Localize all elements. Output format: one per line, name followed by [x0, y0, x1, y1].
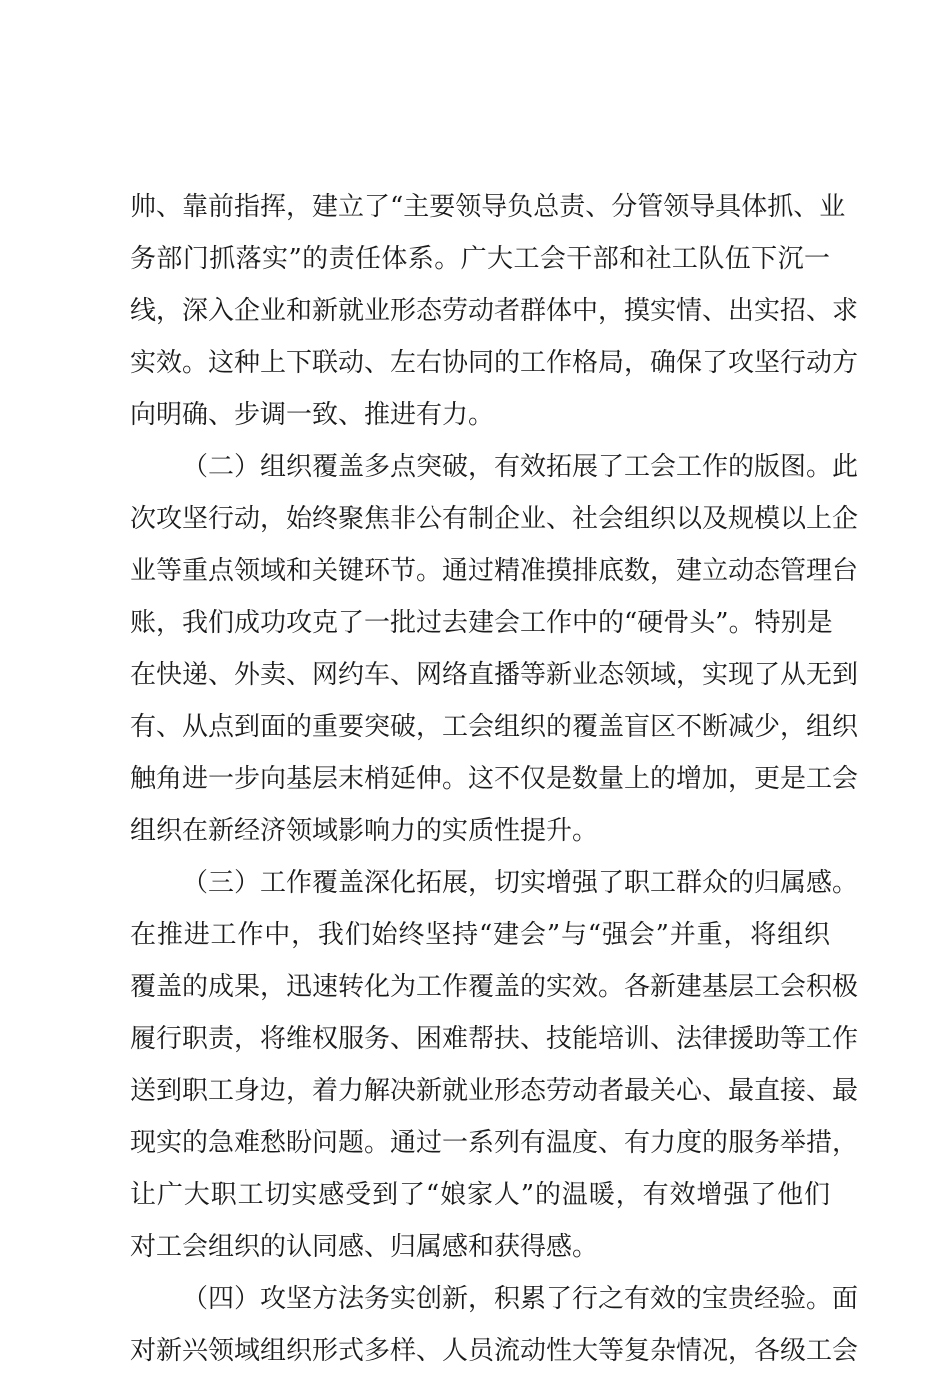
text-line: 帅、靠前指挥，建立了“主要领导负总责、分管领导具体抓、业	[130, 192, 846, 222]
text-line: 在推进工作中，我们始终坚持“建会”与“强会”并重，将组织	[130, 920, 830, 950]
text-line: 实效。这种上下联动、左右协同的工作格局，确保了攻坚行动方	[130, 348, 859, 378]
section-heading-line: （四）攻坚方法务实创新，积累了行之有效的宝贵经验。面	[182, 1284, 859, 1314]
text-line: 现实的急难愁盼问题。通过一系列有温度、有力度的服务举措，	[130, 1128, 859, 1158]
section-heading-line: （二）组织覆盖多点突破，有效拓展了工会工作的版图。此	[182, 452, 859, 482]
text-line: 次攻坚行动，始终聚焦非公有制企业、社会组织以及规模以上企	[130, 504, 859, 534]
text-line: 业等重点领域和关键环节。通过精准摸排底数，建立动态管理台	[130, 556, 859, 586]
text-line: 对工会组织的认同感、归属感和获得感。	[130, 1232, 599, 1262]
document-body	[130, 181, 859, 1377]
section-heading-line: （三）工作覆盖深化拓展，切实增强了职工群众的归属感。	[182, 868, 859, 898]
text-line: 让广大职工切实感受到了“娘家人”的温暖，有效增强了他们	[130, 1180, 830, 1210]
text-line: 向明确、步调一致、推进有力。	[130, 400, 495, 430]
text-line: 组织在新经济领域影响力的实质性提升。	[130, 816, 599, 846]
text-line: 送到职工身边，着力解决新就业形态劳动者最关心、最直接、最	[130, 1076, 859, 1106]
text-line: 线，深入企业和新就业形态劳动者群体中，摸实情、出实招、求	[130, 296, 859, 326]
text-line: 账，我们成功攻克了一批过去建会工作中的“硬骨头”。特别是	[130, 608, 833, 638]
text-line: 对新兴领域组织形式多样、人员流动性大等复杂情况，各级工会	[130, 1336, 859, 1366]
text-line: 有、从点到面的重要突破，工会组织的覆盖盲区不断减少，组织	[130, 712, 859, 742]
text-line: 履行职责，将维权服务、困难帮扶、技能培训、法律援助等工作	[130, 1024, 859, 1054]
text-line: 在快递、外卖、网约车、网络直播等新业态领域，实现了从无到	[130, 660, 859, 690]
text-line: 触角进一步向基层末梢延伸。这不仅是数量上的增加，更是工会	[130, 764, 859, 794]
text-line: 覆盖的成果，迅速转化为工作覆盖的实效。各新建基层工会积极	[130, 972, 859, 1002]
text-line: 务部门抓落实”的责任体系。广大工会干部和社工队伍下沉一	[130, 244, 830, 274]
